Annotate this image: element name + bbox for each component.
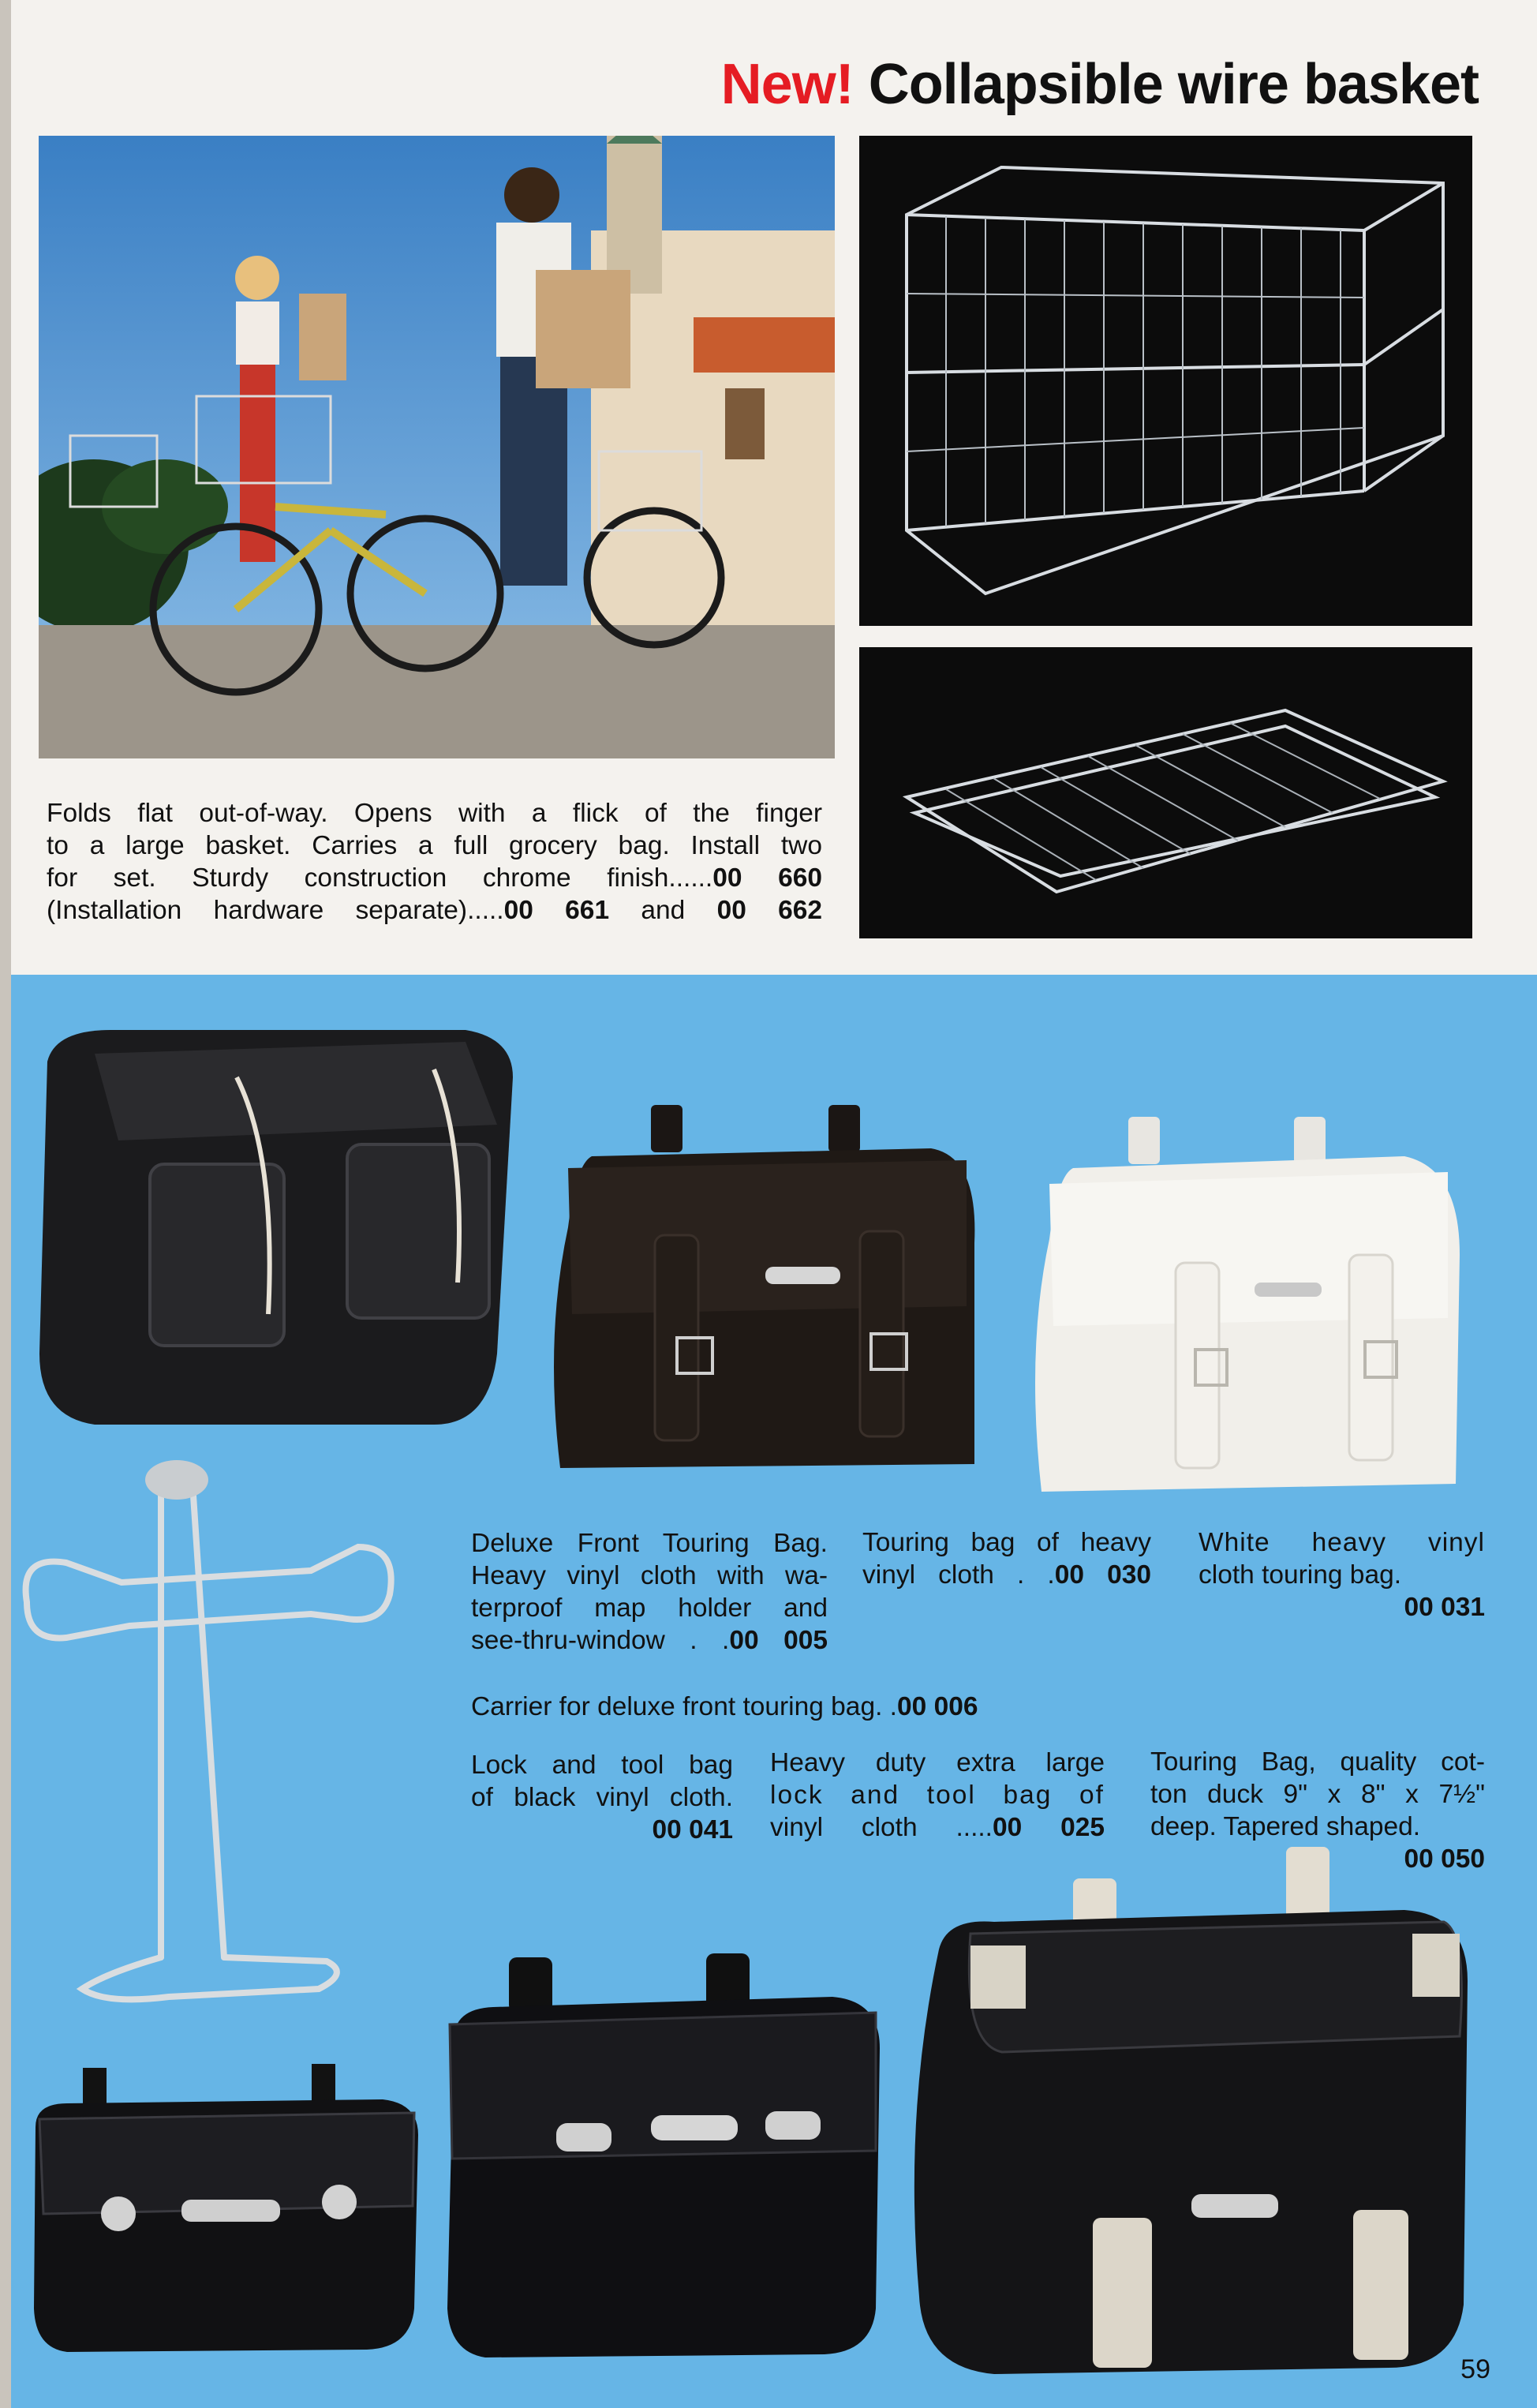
- page-headline: [721, 52, 1479, 117]
- duck-line-1: Touring Bag, quality cot-: [1150, 1747, 1485, 1777]
- deluxe-line-3: terproof map holder and: [471, 1593, 828, 1623]
- heavy-line-1: Heavy duty extra large: [770, 1748, 1105, 1777]
- basket-line-4-text: (Installation hardware separate).....: [47, 896, 504, 925]
- touring-line-2-text: vinyl cloth . .: [862, 1560, 1055, 1590]
- lock-line-2: of black vinyl cloth.: [471, 1783, 733, 1812]
- touring-bag-caption: [862, 1526, 1151, 1591]
- basket-line-3: [47, 862, 822, 894]
- carrier-line: [471, 1691, 1086, 1723]
- hardware-number-2: 00 662: [716, 896, 823, 925]
- basket-line-2: to a large basket. Carries a full grocery bag. Install two: [47, 831, 822, 860]
- touring-line-2: [862, 1559, 1151, 1591]
- deluxe-product-number: 00 005: [729, 1626, 828, 1655]
- heavy-line-3-text: vinyl cloth .....: [770, 1813, 993, 1842]
- basket-product-number: 00 660: [712, 863, 822, 893]
- deluxe-bag-caption: [471, 1527, 828, 1657]
- heavy-duty-bag-caption: [770, 1747, 1105, 1844]
- duck-product-number: 00 050: [1404, 1844, 1485, 1874]
- lock-product-number: 00 041: [652, 1815, 733, 1844]
- white-bag-caption: [1199, 1526, 1485, 1623]
- carrier-rack-image: [11, 1444, 413, 2013]
- carrier-caption: [471, 1691, 1086, 1723]
- and-word: and: [609, 896, 717, 925]
- open-basket-photo: [859, 136, 1472, 626]
- duck-line-3: deep. Tapered shaped.: [1150, 1812, 1421, 1841]
- basket-line-3-text: for set. Sturdy construction chrome finish......: [47, 863, 713, 893]
- hardware-number-1: 00 661: [503, 896, 610, 925]
- basket-description: [47, 797, 822, 927]
- deluxe-touring-bag-image: [24, 1014, 513, 1440]
- folded-basket-photo: [859, 647, 1472, 938]
- lock-bag-caption: [471, 1749, 733, 1846]
- basket-line-4: [47, 894, 822, 927]
- touring-bag-white-image: [1018, 1113, 1468, 1504]
- duck-line-2: ton duck 9" x 8" x 7½": [1150, 1780, 1485, 1809]
- headline-title: Collapsible wire basket: [868, 53, 1479, 116]
- basket-lifestyle-photo: [39, 136, 835, 758]
- deluxe-line-1: Deluxe Front Touring Bag.: [471, 1529, 828, 1558]
- heavy-product-number: 00 025: [993, 1813, 1105, 1842]
- deluxe-line-4-text: see-thru-window . .: [471, 1626, 730, 1655]
- basket-line-1: Folds flat out-of-way. Opens with a flick of the finger: [47, 799, 822, 828]
- cotton-duck-touring-bag-image: [899, 1847, 1483, 2384]
- deluxe-line-4: [471, 1624, 828, 1657]
- carrier-product-number: 00 006: [897, 1692, 978, 1721]
- heavy-line-3: [770, 1811, 1105, 1844]
- carrier-text: Carrier for deluxe front touring bag. .: [471, 1692, 897, 1721]
- deluxe-line-2: Heavy vinyl cloth with wa-: [471, 1561, 828, 1590]
- white-line-2: cloth touring bag.: [1199, 1560, 1402, 1590]
- page-number: 59: [1460, 2354, 1490, 2384]
- white-product-number: 00 031: [1404, 1593, 1485, 1622]
- white-line-1: White heavy vinyl: [1199, 1528, 1485, 1557]
- touring-product-number: 00 030: [1054, 1560, 1151, 1590]
- page-spine-shadow: [0, 0, 11, 2408]
- touring-line-1: Touring bag of heavy: [862, 1528, 1151, 1557]
- lock-line-1: Lock and tool bag: [471, 1751, 733, 1780]
- lock-tool-bag-image: [20, 2064, 422, 2356]
- new-label: New!: [720, 53, 854, 116]
- heavy-line-2: lock and tool bag of: [770, 1781, 1105, 1810]
- touring-bag-black-image: [537, 1101, 978, 1484]
- heavy-duty-tool-bag-image: [438, 1953, 884, 2360]
